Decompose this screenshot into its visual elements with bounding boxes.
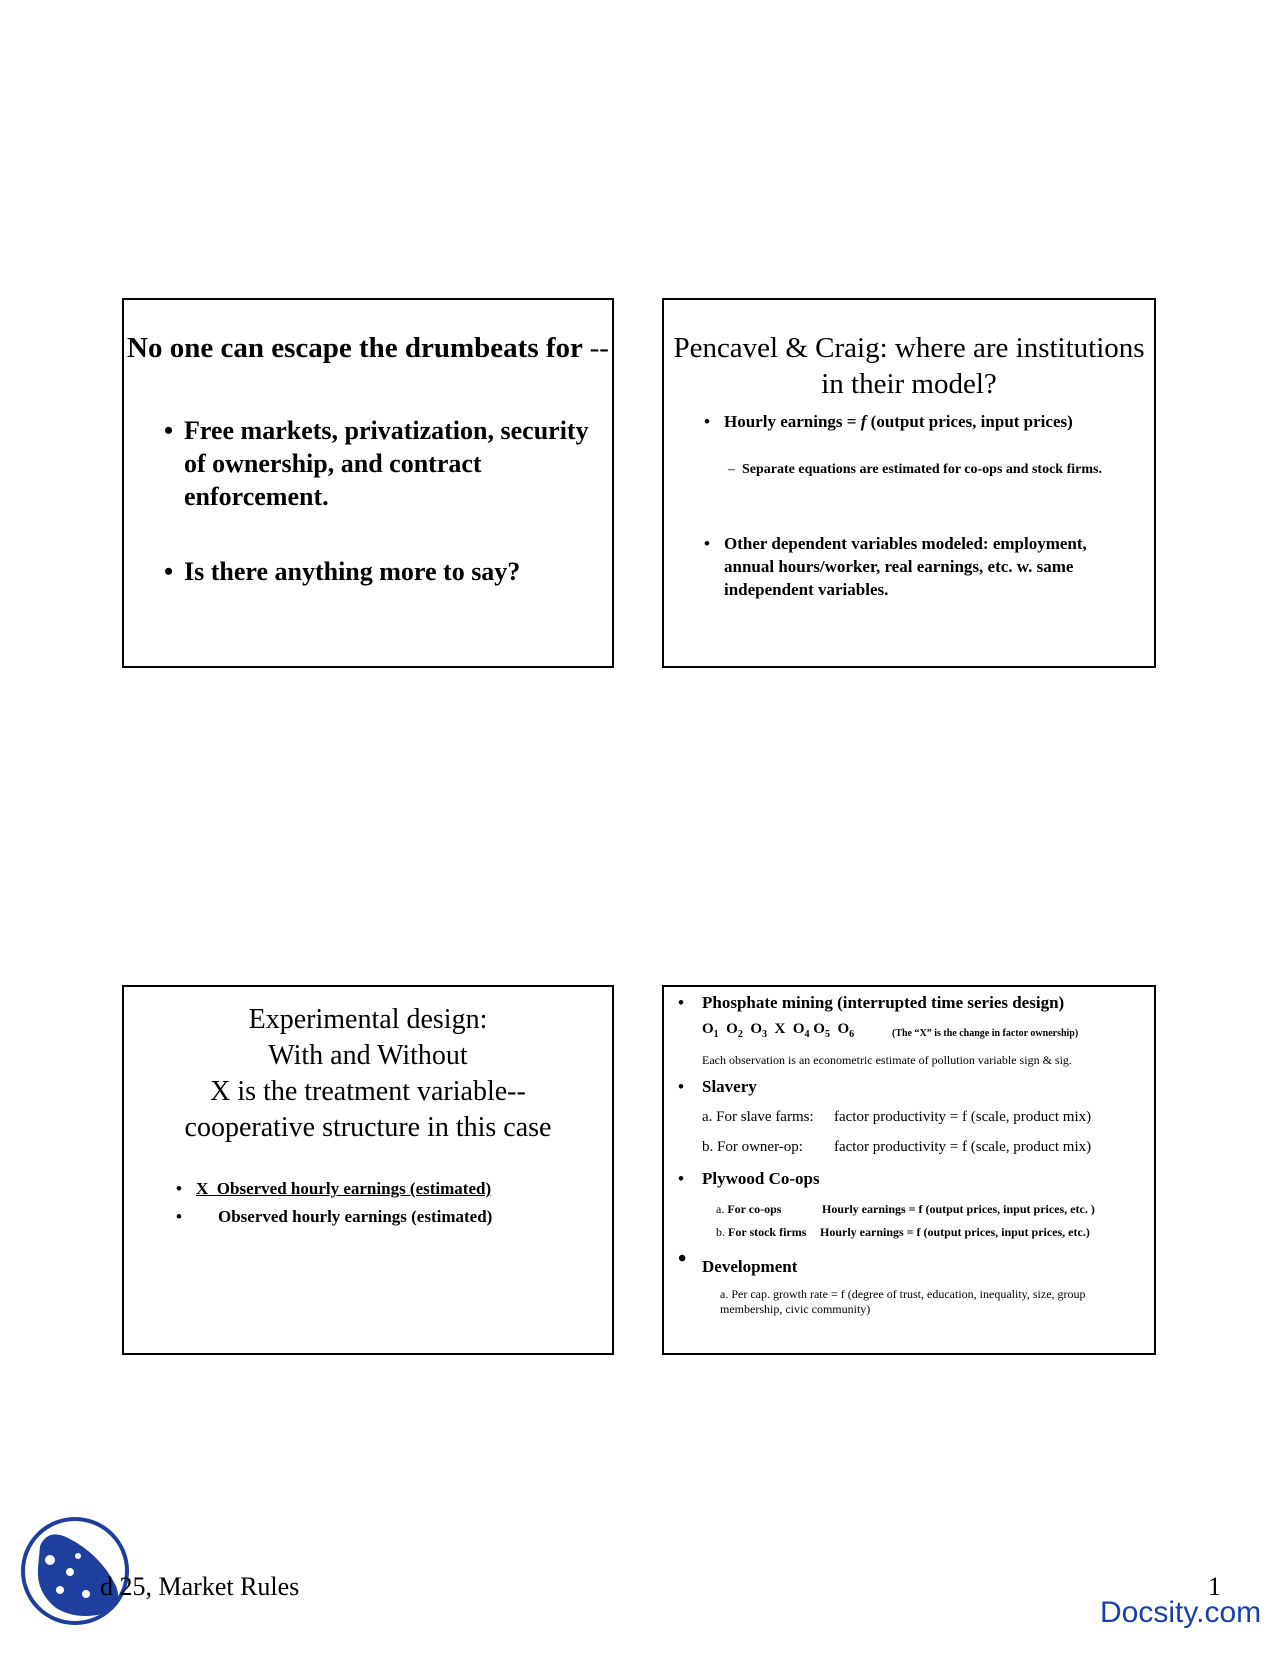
slide-1-bullet: • Is there anything more to say? [164, 557, 521, 586]
slide-1-title-dash: -- [589, 332, 609, 364]
slide-3-title-line: X is the treatment variable-- [210, 1076, 526, 1107]
treatment-marker: X [196, 1179, 209, 1198]
slide-1-bullet: • Free markets, privatization, security of ownership, and contract enforcement. [164, 414, 594, 513]
phosphate-heading-row: • Phosphate mining (interrupted time series design) [678, 993, 1065, 1012]
hourly-earnings-label: Hourly earnings = [724, 412, 857, 431]
list-item-text [196, 1175, 491, 1203]
function-symbol: f [860, 412, 867, 431]
slide-3-list [176, 1175, 596, 1231]
slide-1-title-text: No one can escape the drumbeats for [127, 332, 583, 364]
slide-2 [662, 298, 1156, 668]
slavery-a-value: factor productivity = f (scale, product mix) [834, 1109, 1092, 1125]
series-note: (The “X” is the change in factor ownership) [892, 1028, 1079, 1039]
slavery-line-a [702, 1109, 1092, 1126]
slavery-a-label: a. For slave farms: [702, 1109, 814, 1125]
slide-1-bullet-text: Free markets, privatization, security of ownership, and contract enforcement. [184, 416, 589, 511]
slide-2-bullet: • Other dependent variables modeled: employment, annual hours/worker, real earnings, etc. w. same independent variables. [704, 532, 1124, 601]
slide-1-bullet-text: Is there anything more to say? [184, 557, 521, 586]
list-item-label: Observed hourly earnings (estimated) [216, 1179, 492, 1198]
plywood-heading-row: • Plywood Co-ops [678, 1169, 820, 1188]
slavery-heading-row: • Slavery [678, 1077, 757, 1096]
development-heading: Development [702, 1257, 798, 1276]
hourly-earnings-args: (output prices, input prices) [870, 412, 1073, 431]
slide-3-title [124, 1002, 612, 1146]
list-item: • Observed hourly earnings (estimated) [176, 1203, 596, 1231]
slide-2-bullet-text: Other dependent variables modeled: employment, annual hours/worker, real earnings, etc. w. same independent variables. [724, 534, 1087, 599]
slide-2-sub-bullet-text: Separate equations are estimated for co-ops and stock firms. [742, 462, 1102, 477]
phosphate-heading: Phosphate mining (interrupted time series design) [702, 993, 1065, 1012]
plywood-b-label: For stock firms [728, 1225, 807, 1239]
slide-3 [122, 985, 614, 1355]
plywood-line-b: b. For stock firms Hourly earnings = f (output prices, input prices, etc.) [716, 1225, 1090, 1239]
slide-3-title-line: With and Without [268, 1040, 468, 1071]
list-item: • X Observed hourly earnings (estimated) [176, 1175, 596, 1203]
observation-series: $O_1$ $O_2$ $O_3$ X $O_4$ $O_5$ $O_6$ [702, 1021, 855, 1040]
list-item-label: Observed hourly earnings (estimated) [218, 1207, 493, 1226]
plywood-line-a: a. For co-ops Hourly earnings = f (output prices, input prices, etc. ) [716, 1202, 1095, 1216]
development-line-a: a. Per cap. growth rate = f (degree of trust, education, inequality, size, group membership, civic community) [720, 1287, 1086, 1316]
slavery-b-value: factor productivity = f (scale, product mix) [834, 1139, 1092, 1155]
slavery-heading: Slavery [702, 1077, 757, 1096]
slavery-line-b [702, 1139, 1092, 1156]
page-number: 1 [1208, 1572, 1221, 1601]
plywood-a-label: For co-ops [727, 1202, 782, 1216]
slide-2-bullet: • Hourly earnings = f (output prices, input prices) [704, 412, 1073, 431]
plywood-b-value: Hourly earnings = f (output prices, input prices, etc.) [820, 1225, 1090, 1239]
slide-2-title: Pencavel & Craig: where are institutions in their model? [673, 332, 1145, 400]
slide-3-title-line: cooperative structure in this case [184, 1112, 552, 1143]
plywood-heading: Plywood Co-ops [702, 1169, 820, 1188]
development-heading-row: • Development [678, 1246, 798, 1276]
footer-title: d 25, Market Rules [100, 1572, 300, 1601]
slide-3-title-line: Experimental design: [248, 1004, 488, 1035]
slide-4 [662, 985, 1156, 1355]
plywood-a-value: Hourly earnings = f (output prices, input prices, etc. ) [822, 1202, 1095, 1216]
slide-2-sub-bullet: – Separate equations are estimated for co-ops and stock firms. [728, 460, 1108, 480]
slavery-b-label: b. For owner-op: [702, 1139, 803, 1155]
slide-2-bullet-text [724, 410, 1073, 433]
slide-1 [122, 298, 614, 668]
docsity-logo-icon [20, 1516, 130, 1626]
slide-1-title [124, 330, 612, 366]
docsity-brand-link[interactable]: Docsity.com [1100, 1596, 1262, 1629]
phosphate-note: Each observation is an econometric estimate of pollution variable sign & sig. [702, 1053, 1072, 1067]
